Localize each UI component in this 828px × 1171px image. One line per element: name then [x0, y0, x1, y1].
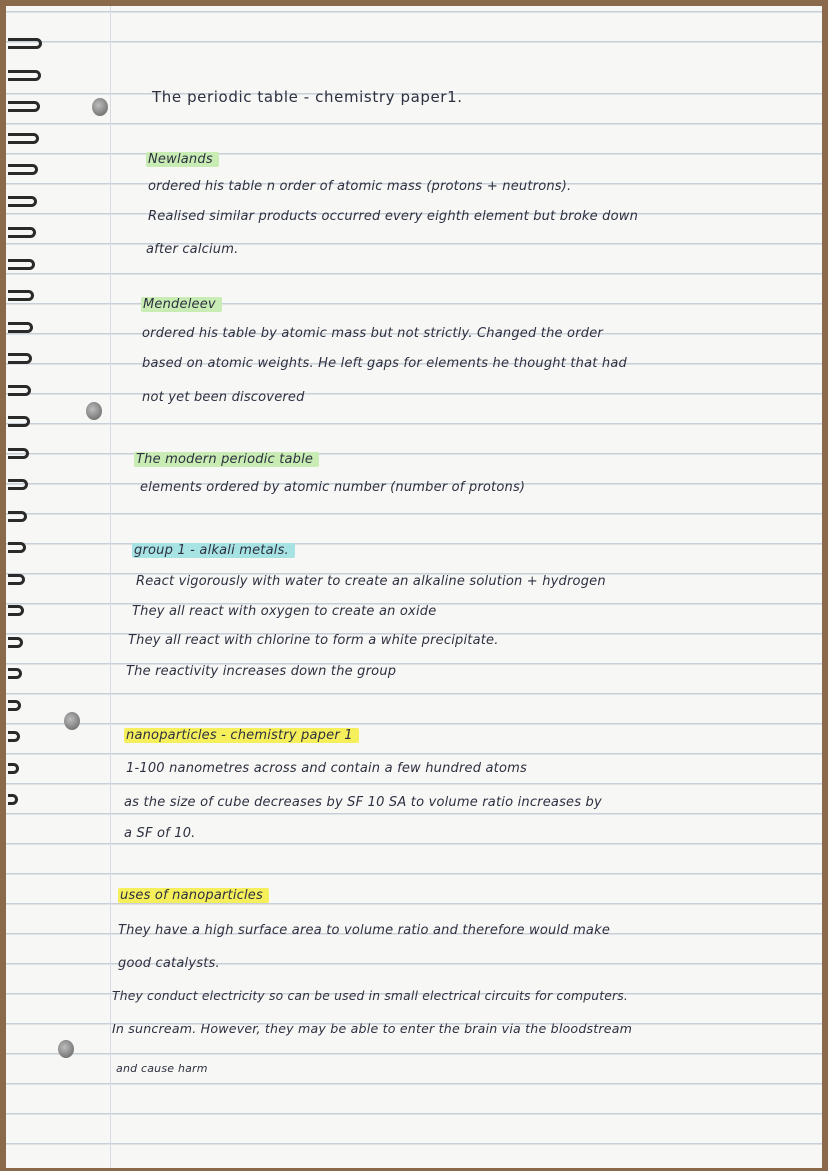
section-heading-group-1: group 1 - alkali metals.	[132, 543, 295, 558]
spiral-coil	[8, 101, 40, 112]
spiral-coil	[8, 164, 38, 175]
note-line: elements ordered by atomic number (number of protons)	[140, 480, 526, 495]
spiral-coil	[8, 70, 41, 81]
spiral-coil	[8, 448, 29, 459]
spiral-coil	[8, 731, 20, 742]
spiral-coil	[8, 574, 25, 585]
note-line: based on atomic weights. He left gaps for elements he thought that had	[142, 356, 627, 371]
spiral-coil	[8, 259, 35, 270]
margin-line	[110, 6, 111, 1168]
section-heading-uses-of-nanoparticles: uses of nanoparticles	[118, 888, 269, 903]
note-line: 1-100 nanometres across and contain a few hundred atoms	[126, 761, 527, 776]
spiral-coil	[8, 38, 42, 49]
spiral-coil	[8, 763, 19, 774]
spiral-coil	[8, 227, 36, 238]
spiral-binding	[6, 26, 54, 806]
punch-hole	[86, 402, 102, 420]
note-line: after calcium.	[146, 242, 239, 257]
spiral-coil	[8, 668, 22, 679]
note-line: ordered his table by atomic mass but not strictly. Changed the order	[142, 326, 603, 341]
punch-hole	[92, 98, 108, 116]
section-heading-newlands: Newlands	[146, 152, 219, 167]
note-line: They all react with chlorine to form a white precipitate.	[128, 633, 499, 648]
note-line: React vigorously with water to create an alkaline solution + hydrogen	[136, 574, 606, 589]
spiral-coil	[8, 385, 31, 396]
note-line: The reactivity increases down the group	[126, 664, 397, 679]
section-heading-mendeleev: Mendeleev	[141, 297, 222, 312]
spiral-coil	[8, 794, 18, 805]
punch-hole	[64, 712, 80, 730]
spiral-coil	[8, 290, 34, 301]
note-line: They conduct electricity so can be used in small electrical circuits for computers.	[112, 989, 628, 1003]
spiral-coil	[8, 511, 27, 522]
spiral-coil	[8, 605, 24, 616]
note-line: ordered his table n order of atomic mass (protons + neutrons).	[148, 179, 572, 194]
spiral-coil	[8, 416, 30, 427]
note-line: Realised similar products occurred every eighth element but broke down	[148, 209, 639, 224]
notebook-page	[6, 6, 822, 1168]
section-heading-nanoparticles: nanoparticles - chemistry paper 1	[124, 728, 359, 743]
note-line: and cause harm	[116, 1062, 208, 1075]
spiral-coil	[8, 479, 28, 490]
spiral-coil	[8, 353, 32, 364]
note-line: They have a high surface area to volume ratio and therefore would make	[118, 923, 611, 938]
spiral-coil	[8, 637, 23, 648]
spiral-coil	[8, 700, 21, 711]
note-line: They all react with oxygen to create an oxide	[132, 604, 437, 619]
spiral-coil	[8, 196, 37, 207]
page-title: The periodic table - chemistry paper1.	[152, 88, 463, 106]
note-line: not yet been discovered	[142, 390, 305, 405]
spiral-coil	[8, 322, 33, 333]
punch-hole	[58, 1040, 74, 1058]
note-line: good catalysts.	[118, 956, 220, 971]
section-heading-modern-periodic-table: The modern periodic table	[134, 452, 319, 467]
note-line: a SF of 10.	[124, 826, 196, 841]
spiral-coil	[8, 133, 39, 144]
note-line: In suncream. However, they may be able to enter the brain via the bloodstream	[112, 1021, 633, 1036]
note-line: as the size of cube decreases by SF 10 SA to volume ratio increases by	[124, 795, 602, 810]
spiral-coil	[8, 542, 26, 553]
